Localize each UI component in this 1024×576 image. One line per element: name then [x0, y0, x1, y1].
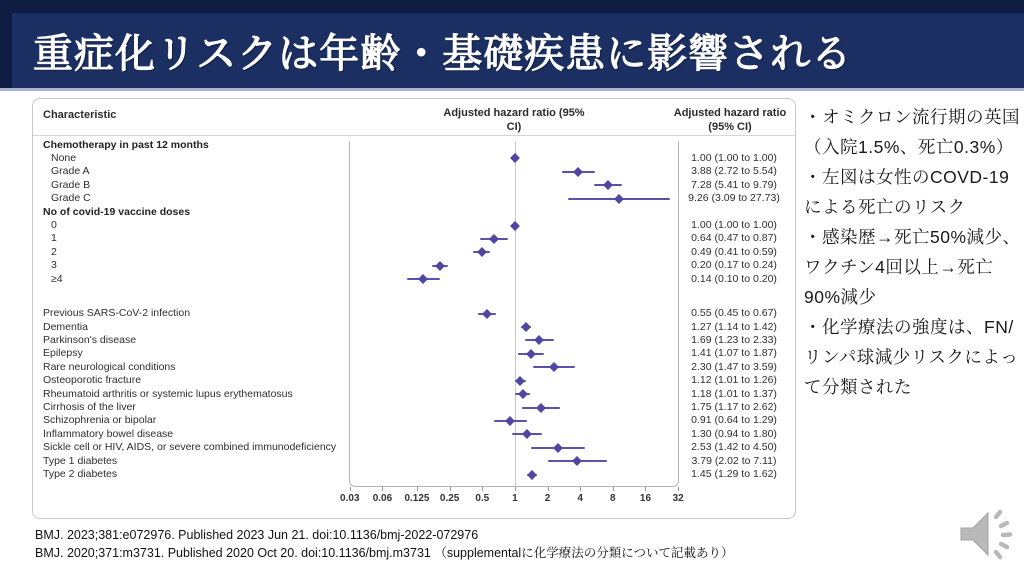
forest-row-label: Grade A [51, 165, 90, 178]
forest-row-label: Epilepsy [43, 347, 83, 360]
column-header-hazard-ratio-plot: Adjusted hazard ratio (95% CI) [443, 107, 585, 133]
citation-line: BMJ. 2023;381:e072976. Published 2023 Jun 21. doi:10.1136/bmj-2022-072976 [35, 528, 479, 542]
hazard-ratio-value: 1.41 (1.07 to 1.87) [691, 347, 777, 360]
forest-plot-area [349, 141, 679, 487]
hazard-ratio-marker [510, 153, 520, 163]
forest-row-label: No of covid-19 vaccine doses [43, 205, 191, 218]
hazard-ratio-marker [573, 167, 583, 177]
hazard-ratio-marker [489, 234, 499, 244]
hazard-ratio-marker [553, 443, 563, 453]
header-separator-line [33, 135, 795, 136]
forest-row-label: Chemotherapy in past 12 months [43, 138, 209, 151]
forest-row-label: Type 2 diabetes [43, 468, 118, 481]
forest-row-label: Grade C [51, 192, 91, 205]
hazard-ratio-value: 0.55 (0.45 to 0.67) [691, 307, 777, 320]
title-band-underline [0, 88, 1024, 91]
audio-speaker-icon[interactable] [955, 504, 1019, 570]
column-header-characteristic: Characteristic [43, 109, 117, 121]
forest-row-label: Rheumatoid arthritis or systemic lupus erythematosus [43, 387, 293, 400]
hazard-ratio-marker [435, 261, 445, 271]
hazard-ratio-marker [603, 180, 613, 190]
citations [35, 527, 733, 562]
forest-row-label: Schizophrenia or bipolar [43, 414, 157, 427]
hazard-ratio-marker [510, 221, 520, 231]
hazard-ratio-value: 1.69 (1.23 to 2.33) [691, 333, 777, 346]
commentary-notes [804, 102, 1022, 402]
hazard-ratio-value: 3.88 (2.72 to 5.54) [691, 165, 777, 178]
forest-plot-figure [32, 98, 796, 519]
hazard-ratio-value: 9.26 (3.09 to 27.73) [688, 192, 780, 205]
hazard-ratio-value: 0.20 (0.17 to 0.24) [691, 259, 777, 272]
hazard-ratio-value: 0.64 (0.47 to 0.87) [691, 232, 777, 245]
hazard-ratio-marker [536, 403, 546, 413]
hazard-ratio-marker [527, 470, 537, 480]
note-bullet: ・オミクロン流行期の英国（入院1.5%、死亡0.3%） [804, 107, 1020, 157]
speaker-icon-svg [955, 504, 1019, 570]
axis-tick-mark [450, 487, 451, 491]
hazard-ratio-value: 3.79 (2.02 to 7.11) [691, 454, 777, 467]
axis-tick-mark [382, 487, 383, 491]
hazard-ratio-marker [526, 349, 536, 359]
slide-title: 重症化リスクは年齢・基礎疾患に影響される [33, 32, 853, 76]
citation-line: BMJ. 2020;371:m3731. Published 2020 Oct 20. doi:10.1136/bmj.m3731 （supplementalに化学療法の分類について記載あり） [35, 545, 734, 560]
hazard-ratio-value: 1.00 (1.00 to 1.00) [691, 151, 777, 164]
hazard-ratio-value: 1.45 (1.29 to 1.62) [691, 468, 777, 481]
axis-tick-label: 32 [672, 493, 684, 504]
column-header-hazard-ratio-values: Adjusted hazard ratio (95% CI) [673, 107, 787, 133]
hazard-ratio-value: 1.12 (1.01 to 1.26) [691, 374, 777, 387]
axis-tick-mark [678, 487, 679, 491]
hazard-ratio-marker [518, 389, 528, 399]
hazard-ratio-value: 2.53 (1.42 to 4.50) [691, 441, 777, 454]
forest-row-label: ≥4 [51, 272, 63, 285]
hazard-ratio-marker [522, 429, 532, 439]
forest-row-label: Parkinson's disease [43, 333, 137, 346]
hazard-ratio-marker [515, 376, 525, 386]
hazard-ratio-value: 0.14 (0.10 to 0.20) [691, 272, 777, 285]
hazard-ratio-marker [572, 456, 582, 466]
hazard-ratio-marker [521, 322, 531, 332]
hazard-ratio-marker [549, 362, 559, 372]
axis-tick-label: 0.03 [340, 493, 360, 504]
forest-row-label: Type 1 diabetes [43, 454, 118, 467]
forest-row-label: Inflammatory bowel disease [43, 427, 174, 440]
axis-tick-mark [515, 487, 516, 491]
forest-row-label: 2 [51, 245, 57, 258]
forest-row-label: Grade B [51, 178, 91, 191]
axis-tick-label: 0.5 [475, 493, 490, 504]
axis-tick-label: 1 [512, 493, 518, 504]
hazard-ratio-value: 2.30 (1.47 to 3.59) [691, 360, 777, 373]
forest-row-label: 1 [51, 232, 57, 245]
hazard-ratio-marker [418, 274, 428, 284]
hazard-ratio-marker [477, 247, 487, 257]
hazard-ratio-value: 1.75 (1.17 to 2.62) [691, 401, 777, 414]
axis-tick-label: 8 [610, 493, 616, 504]
axis-tick-label: 0.125 [404, 493, 430, 504]
note-bullet: ・左図は女性のCOVD-19による死亡のリスク [804, 167, 1010, 217]
hazard-ratio-marker [482, 309, 492, 319]
axis-tick-label: 2 [544, 493, 551, 504]
axis-tick-mark [548, 487, 549, 491]
axis-tick-mark [645, 487, 646, 491]
forest-row-label: Dementia [43, 320, 88, 333]
axis-tick-mark [417, 487, 418, 491]
hazard-ratio-value: 7.28 (5.41 to 9.79) [691, 178, 777, 191]
axis-tick-mark [350, 487, 351, 491]
axis-tick-mark [580, 487, 581, 491]
axis-tick-label: 4 [577, 493, 583, 504]
hazard-ratio-value: 0.91 (0.64 to 1.29) [691, 414, 777, 427]
note-bullet: ・化学療法の強度は、FN/リンパ球減少リスクによって分類された [804, 317, 1019, 397]
hazard-ratio-value: 0.49 (0.41 to 0.59) [691, 245, 777, 258]
forest-row-label: None [51, 151, 77, 164]
hazard-ratio-value: 1.00 (1.00 to 1.00) [691, 219, 777, 232]
hazard-ratio-marker [614, 194, 624, 204]
axis-tick-mark [482, 487, 483, 491]
forest-row-label: 0 [51, 219, 57, 232]
hazard-ratio-marker [535, 336, 545, 346]
forest-row-label: Rare neurological conditions [43, 360, 176, 373]
forest-row-label: 3 [51, 259, 57, 272]
axis-tick-mark [613, 487, 614, 491]
x-axis [340, 487, 684, 507]
axis-tick-label: 16 [639, 493, 652, 504]
forest-row-label: Osteoporotic fracture [43, 374, 142, 387]
axis-tick-label: 0.06 [372, 493, 393, 504]
forest-row-label: Sickle cell or HIV, AIDS, or severe combined immunodeficiency [43, 441, 337, 454]
forest-row-label: Cirrhosis of the liver [43, 401, 136, 414]
hazard-ratio-value: 1.18 (1.01 to 1.37) [691, 387, 777, 400]
hazard-ratio-value: 1.27 (1.14 to 1.42) [691, 320, 777, 333]
axis-tick-label: 0.25 [439, 493, 460, 504]
hazard-ratio-value: 1.30 (0.94 to 1.80) [691, 427, 777, 440]
forest-row-label: Previous SARS-CoV-2 infection [43, 307, 191, 320]
note-bullet: ・感染歴→死亡50%減少、ワクチン4回以上→死亡90%減少 [804, 227, 1021, 307]
